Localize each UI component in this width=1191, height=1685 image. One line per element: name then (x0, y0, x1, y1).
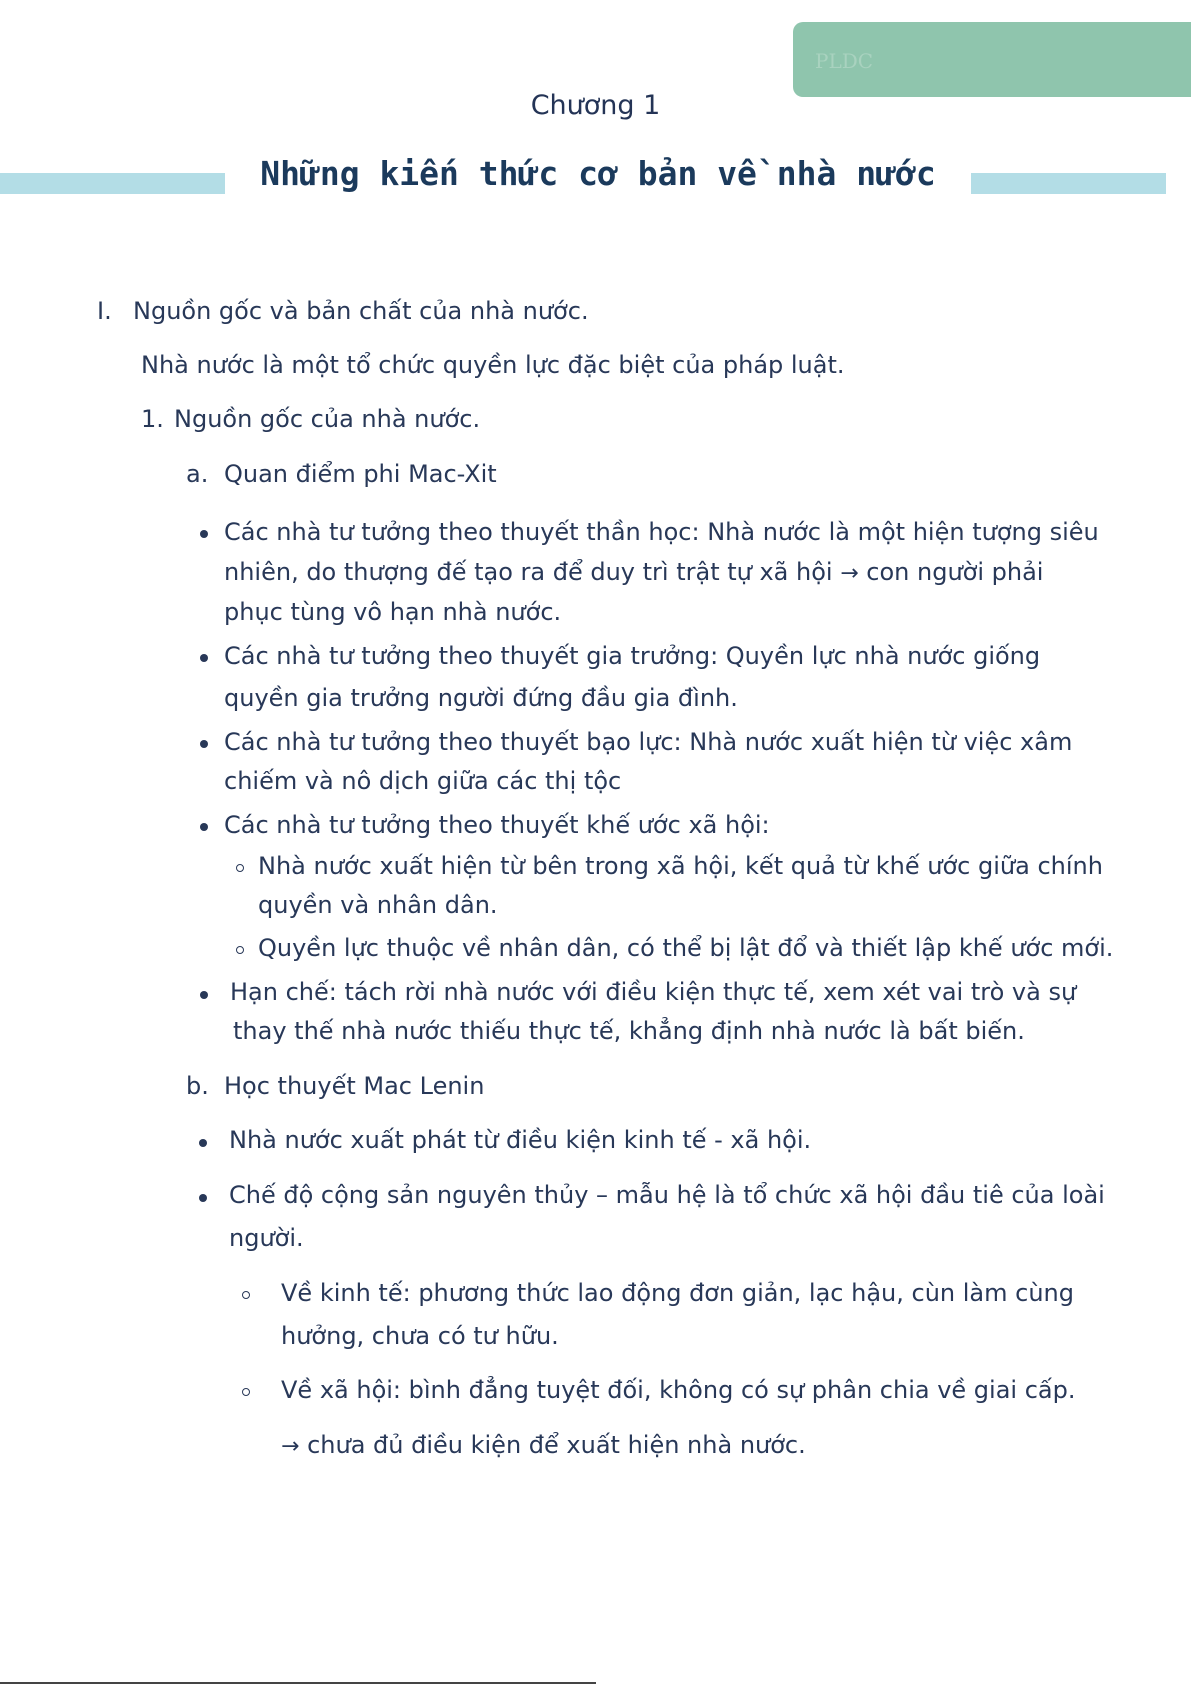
list-item: Nhà nước xuất phát từ điều kiện kinh tế - xã hội. (229, 1126, 812, 1154)
arrow-icon: → (281, 1434, 300, 1459)
item-a-letter: a. (186, 460, 209, 488)
conclusion-text: chưa đủ điều kiện để xuất hiện nhà nước. (307, 1431, 806, 1459)
bullet-icon (200, 991, 208, 999)
conclusion-line (281, 1425, 806, 1467)
item-a-heading: Quan điểm phi Mac-Xit (224, 460, 497, 488)
section-heading: Nguồn gốc và bản chất của nhà nước. (133, 297, 589, 325)
arrow-icon: → (840, 561, 859, 586)
list-item: Chế độ cộng sản nguyên thủy – mẫu hệ là tổ chức xã hội đầu tiê của loài (229, 1181, 1105, 1209)
list-item: Các nhà tư tưởng theo thuyết gia trưởng: Quyền lực nhà nước giống (224, 642, 1041, 670)
title-band-left (0, 173, 225, 194)
page-title: Những kiến thức cơ bản về nhà nước (260, 154, 936, 193)
header-tag-text: PLDC (815, 49, 874, 73)
sub-bullet-icon (242, 1388, 250, 1396)
item-b-letter: b. (186, 1072, 209, 1100)
sub-bullet-icon (242, 1291, 250, 1299)
list-item-line (224, 552, 1043, 594)
section-intro: Nhà nước là một tổ chức quyền lực đặc biệt của pháp luật. (141, 351, 845, 379)
subsection-heading: Nguồn gốc của nhà nước. (174, 405, 481, 433)
list-item: Các nhà tư tưởng theo thuyết bạo lực: Nhà nước xuất hiện từ việc xâm (224, 728, 1073, 756)
section-number: I. (97, 297, 112, 325)
list-item-line: chiếm và nô dịch giữa các thị tộc (224, 767, 622, 795)
bullet-icon (200, 654, 208, 662)
list-item-text: nhiên, do thượng đế tạo ra để duy trì trật tự xã hội (224, 558, 833, 586)
item-b-heading: Học thuyết Mac Lenin (224, 1072, 485, 1100)
list-item-line: phục tùng vô hạn nhà nước. (224, 598, 562, 626)
sub-list-item: Quyền lực thuộc về nhân dân, có thể bị lật đổ và thiết lập khế ước mới. (258, 934, 1114, 962)
subsection-number: 1. (141, 405, 164, 433)
sub-list-item-line: hưởng, chưa có tư hữu. (281, 1322, 559, 1350)
sub-list-item-line: quyền và nhân dân. (258, 891, 498, 919)
bullet-icon (200, 740, 208, 748)
bullet-icon (200, 823, 208, 831)
list-item: Hạn chế: tách rời nhà nước với điều kiện thực tế, xem xét vai trò và sự (230, 978, 1077, 1006)
bullet-icon (200, 530, 208, 538)
list-item-text: con người phải (866, 558, 1044, 586)
sub-bullet-icon (236, 864, 244, 872)
chapter-label: Chương 1 (530, 90, 661, 121)
sub-list-item: Về kinh tế: phương thức lao động đơn giản, lạc hậu, cùn làm cùng (281, 1279, 1074, 1307)
bullet-icon (199, 1139, 207, 1147)
list-item-line: quyền gia trưởng người đứng đầu gia đình. (224, 684, 738, 712)
footnote-rule (0, 1682, 596, 1684)
title-band-right (971, 173, 1166, 194)
list-item: Các nhà tư tưởng theo thuyết khế ước xã hội: (224, 811, 770, 839)
list-item: Các nhà tư tưởng theo thuyết thần học: Nhà nước là một hiện tượng siêu (224, 518, 1099, 546)
list-item-line: thay thế nhà nước thiếu thực tế, khẳng định nhà nước là bất biến. (233, 1017, 1025, 1045)
sub-bullet-icon (236, 946, 244, 954)
sub-list-item: Về xã hội: bình đẳng tuyệt đối, không có sự phân chia về giai cấp. (281, 1376, 1076, 1404)
bullet-icon (199, 1194, 207, 1202)
sub-list-item: Nhà nước xuất hiện từ bên trong xã hội, kết quả từ khế ước giữa chính (258, 852, 1103, 880)
list-item-line: người. (229, 1224, 304, 1252)
header-tag (793, 22, 1191, 97)
